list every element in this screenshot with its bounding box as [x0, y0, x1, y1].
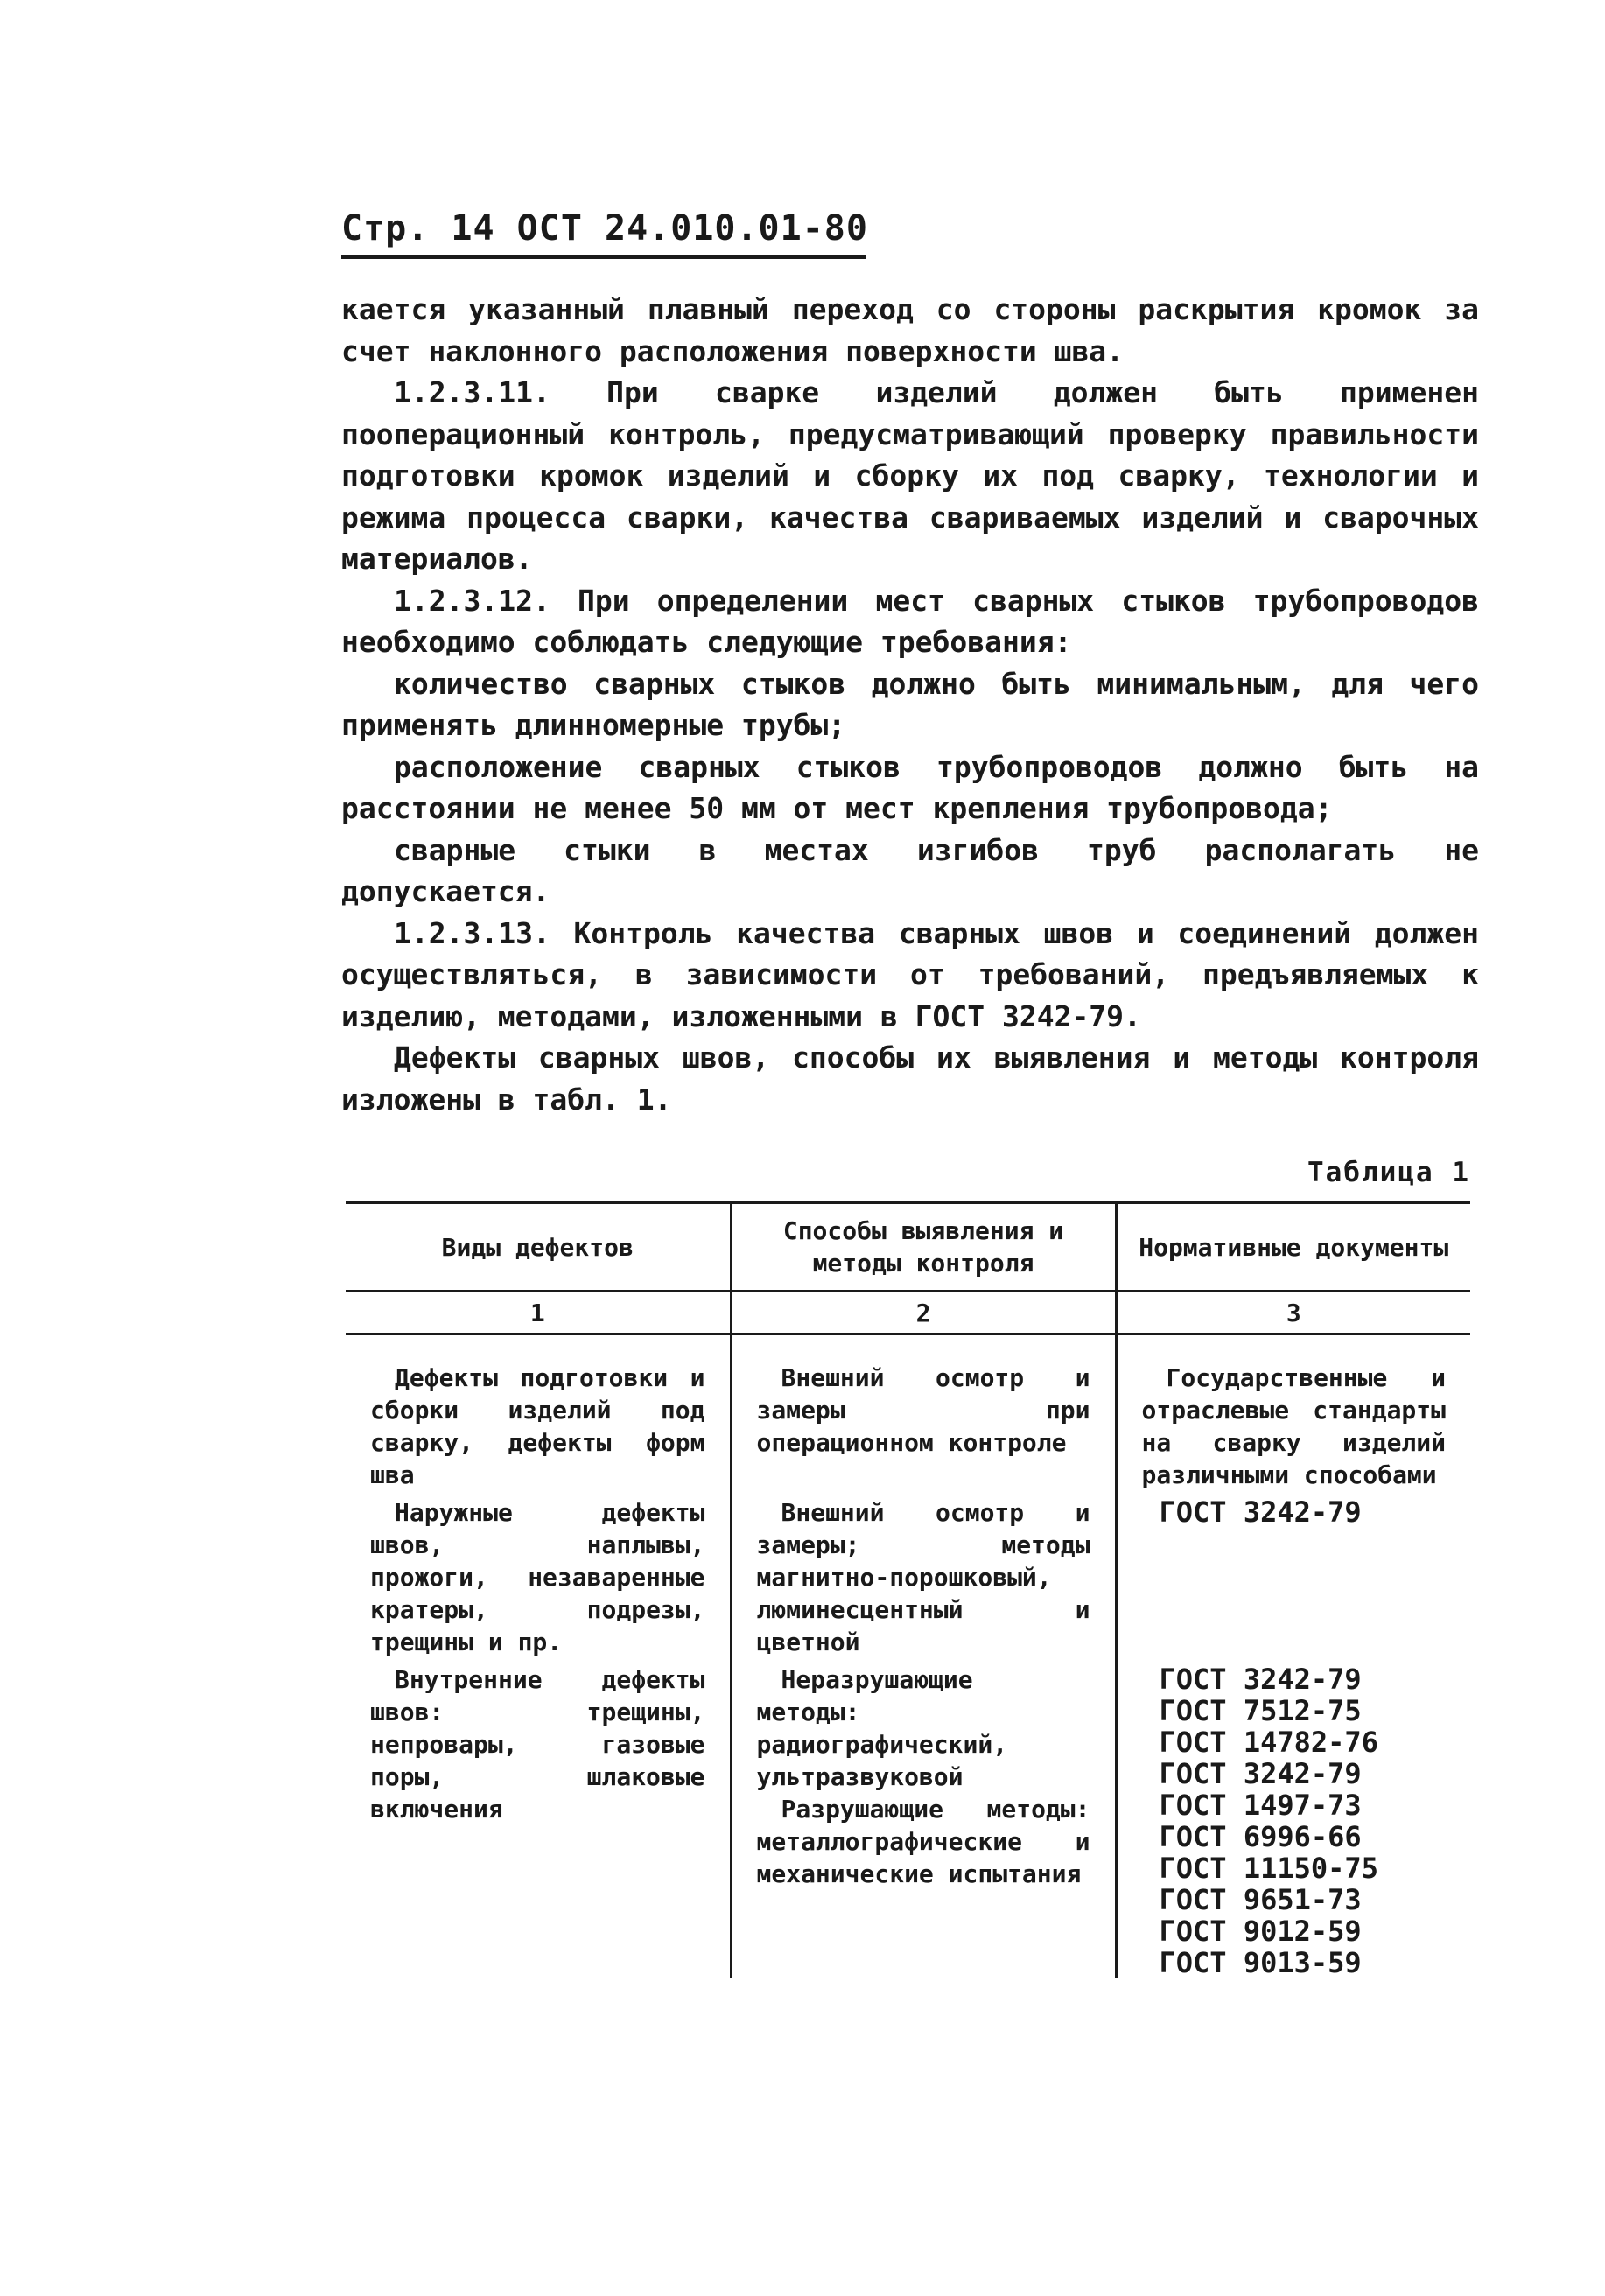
requirement-item: расположение сварных стыков трубопроводов должно быть на расстоянии не менее 50 мм от мест крепления трубопровода;	[341, 749, 1479, 825]
gost-reference: ГОСТ 9012-59	[1159, 1914, 1362, 1948]
column-number: 2	[731, 1292, 1116, 1334]
table-row	[346, 1334, 1470, 1494]
column-number: 3	[1116, 1292, 1470, 1334]
gost-reference: ГОСТ 3242-79	[1159, 1495, 1362, 1529]
gost-reference: ГОСТ 11150-75	[1159, 1852, 1378, 1885]
requirement-item: сварные стыки в местах изгибов труб располагать не допускается.	[341, 832, 1479, 908]
defect-type-cell: Внутренние дефекты швов: трещины, непровары, газовые поры, шлаковые включения	[370, 1665, 705, 1824]
column-header-defects: Виды дефектов	[346, 1202, 731, 1292]
paragraph-1-2-3-11: 1.2.3.11. При сварке изделий должен быть применен пооперационный контроль, предусматривающий проверку правильности подготовки кромок изделий и сборку их под сварку, технологии и режима процесса сварки, качества свариваемых изделий и сварочных материалов.	[341, 375, 1479, 576]
gost-reference: ГОСТ 14782-76	[1159, 1726, 1378, 1759]
normative-document-text: Государственные и отраслевые стандарты на сварку изделий различными способами	[1141, 1363, 1446, 1489]
page-header: Стр. 14 ОСТ 24.010.01-80	[341, 208, 868, 248]
control-method: Разрушающие методы: металлографические и механические испытания	[756, 1795, 1090, 1888]
column-header-methods: Способы выявления и методы контроля	[731, 1202, 1116, 1292]
control-method-cell	[731, 1658, 1116, 1978]
gost-reference: ГОСТ 9013-59	[1159, 1946, 1362, 1979]
body-text	[341, 289, 1479, 1120]
column-header-documents: Нормативные документы	[1116, 1202, 1470, 1292]
table-row	[346, 1658, 1470, 1978]
normative-document-cell	[1116, 1334, 1470, 1494]
paragraph-table-reference: Дефекты сварных швов, способы их выявления и методы контроля изложены в табл. 1.	[341, 1040, 1479, 1116]
control-method-cell	[731, 1334, 1116, 1494]
defects-table	[346, 1200, 1470, 1978]
requirement-item: количество сварных стыков должно быть минимальным, для чего применять длинномерные трубы;	[341, 666, 1479, 742]
defect-type-cell: Наружные дефекты швов, наплывы, прожоги, незаваренные кратеры, подрезы, трещины и пр.	[370, 1498, 705, 1656]
paragraph-1-2-3-12: 1.2.3.12. При определении мест сварных стыков трубопроводов необходимо соблюдать следующие требования:	[341, 583, 1479, 659]
paragraph-continuation: кается указанный плавный переход со стороны раскрытия кромок за счет наклонного расположения поверхности шва.	[341, 292, 1479, 368]
gost-reference: ГОСТ 1497-73	[1159, 1788, 1362, 1822]
gost-reference: ГОСТ 7512-75	[1159, 1694, 1362, 1727]
normative-document-cell	[1116, 1658, 1470, 1978]
gost-reference: ГОСТ 3242-79	[1159, 1662, 1362, 1696]
table-row	[346, 1493, 1470, 1658]
control-method: Внешний осмотр и замеры при операционном контроле	[756, 1363, 1090, 1457]
normative-document-cell	[1116, 1493, 1470, 1658]
paragraph-1-2-3-13: 1.2.3.13. Контроль качества сварных швов и соединений должен осуществляться, в зависимости от требований, предъявляемых к изделию, методами, изложенными в ГОСТ 3242-79.	[341, 915, 1479, 1033]
gost-reference: ГОСТ 3242-79	[1159, 1757, 1362, 1790]
control-method: Внешний осмотр и замеры; методы магнитно-порошковый, люминесцентный и цветной	[756, 1498, 1090, 1656]
column-number: 1	[346, 1292, 731, 1334]
gost-reference: ГОСТ 6996-66	[1159, 1820, 1362, 1853]
table-header-row	[346, 1202, 1470, 1292]
gost-reference: ГОСТ 9651-73	[1159, 1883, 1362, 1916]
column-number-row	[346, 1292, 1470, 1334]
control-method-cell	[731, 1493, 1116, 1658]
table-caption: Таблица 1	[1307, 1157, 1470, 1188]
defect-type-cell: Дефекты подготовки и сборки изделий под сварку, дефекты форм шва	[370, 1363, 705, 1489]
header-rule	[341, 256, 866, 259]
control-method: Неразрушающие методы: радиографический, ультразвуковой	[756, 1665, 1008, 1791]
